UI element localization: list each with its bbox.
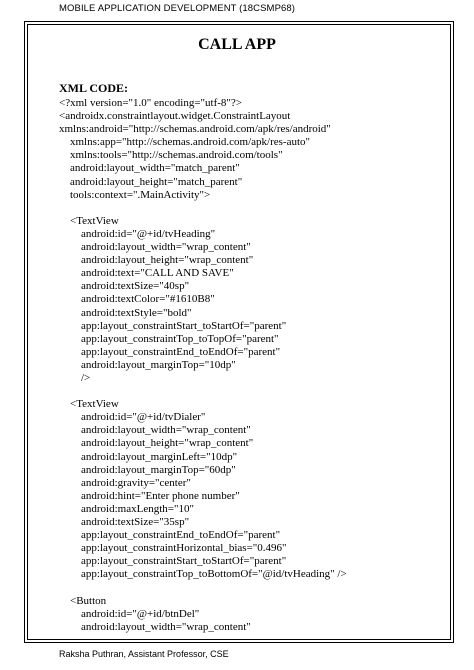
code-line: android:layout_marginLeft="10dp" bbox=[59, 450, 238, 463]
page-title: CALL APP bbox=[198, 36, 276, 53]
code-line: android:textStyle="bold" bbox=[59, 306, 192, 319]
code-line: android:layout_marginTop="60dp" bbox=[59, 463, 236, 476]
code-line: app:layout_constraintEnd_toEndOf="parent" bbox=[59, 529, 281, 542]
code-line: android:layout_width="wrap_content" bbox=[59, 424, 251, 437]
code-line: <TextView bbox=[59, 214, 119, 227]
code-line: <androidx.constraintlayout.widget.ConstraintLayout bbox=[59, 110, 291, 123]
code-line: android:hint="Enter phone number" bbox=[59, 489, 240, 502]
code-line: android:text="CALL AND SAVE" bbox=[59, 267, 234, 280]
code-block bbox=[59, 97, 347, 634]
running-header: MOBILE APPLICATION DEVELOPMENT (18CSMP68) bbox=[59, 3, 296, 14]
code-line: android:id="@+id/btnDel" bbox=[59, 607, 200, 620]
code-line: app:layout_constraintStart_toStartOf="parent" bbox=[59, 555, 287, 568]
running-footer: Raksha Puthran, Assistant Professor, CSE bbox=[59, 649, 229, 659]
code-line: android:textSize="35sp" bbox=[59, 516, 190, 528]
code-line: android:layout_width="wrap_content" bbox=[59, 241, 251, 254]
code-line: android:layout_width="wrap_content" bbox=[59, 620, 251, 633]
code-line bbox=[59, 385, 347, 398]
code-line: /> bbox=[59, 371, 91, 384]
code-line: android:layout_width="match_parent" bbox=[59, 162, 240, 175]
code-line: app:layout_constraintEnd_toEndOf="parent" bbox=[59, 345, 281, 358]
code-line: android:layout_height="match_parent" bbox=[59, 175, 243, 188]
code-line: xmlns:tools="http://schemas.android.com/tools" bbox=[59, 149, 283, 162]
code-line: tools:context=".MainActivity"> bbox=[59, 188, 211, 201]
code-line: android:id="@+id/tvDialer" bbox=[59, 411, 206, 424]
code-line: android:layout_marginTop="10dp" bbox=[59, 358, 236, 371]
code-line: android:layout_height="wrap_content" bbox=[59, 254, 254, 267]
code-line: android:textSize="40sp" bbox=[59, 280, 190, 293]
code-line: app:layout_constraintTop_toBottomOf="@id/tvHeading" /> bbox=[59, 568, 347, 581]
code-line: xmlns:app="http://schemas.android.com/apk/res-auto" bbox=[59, 136, 311, 149]
code-line bbox=[59, 581, 347, 594]
code-line: android:textColor="#1610B8" bbox=[59, 293, 215, 306]
code-line: android:gravity="center" bbox=[59, 476, 191, 489]
code-line: <Button bbox=[59, 594, 107, 607]
code-line: app:layout_constraintTop_toTopOf="parent" bbox=[59, 332, 279, 345]
code-line bbox=[59, 202, 347, 215]
code-line: android:id="@+id/tvHeading" bbox=[59, 227, 216, 240]
code-line: android:layout_height="wrap_content" bbox=[59, 437, 254, 450]
section-heading: XML CODE: bbox=[59, 81, 128, 95]
code-line: android:maxLength="10" bbox=[59, 502, 194, 515]
code-line: app:layout_constraintHorizontal_bias="0.496" bbox=[59, 542, 287, 555]
code-line: <?xml version="1.0" encoding="utf-8"?> bbox=[59, 97, 242, 109]
code-line: <TextView bbox=[59, 398, 119, 411]
code-line: xmlns:android="http://schemas.android.com/apk/res/android" bbox=[59, 123, 331, 136]
code-line: app:layout_constraintStart_toStartOf="parent" bbox=[59, 319, 287, 332]
